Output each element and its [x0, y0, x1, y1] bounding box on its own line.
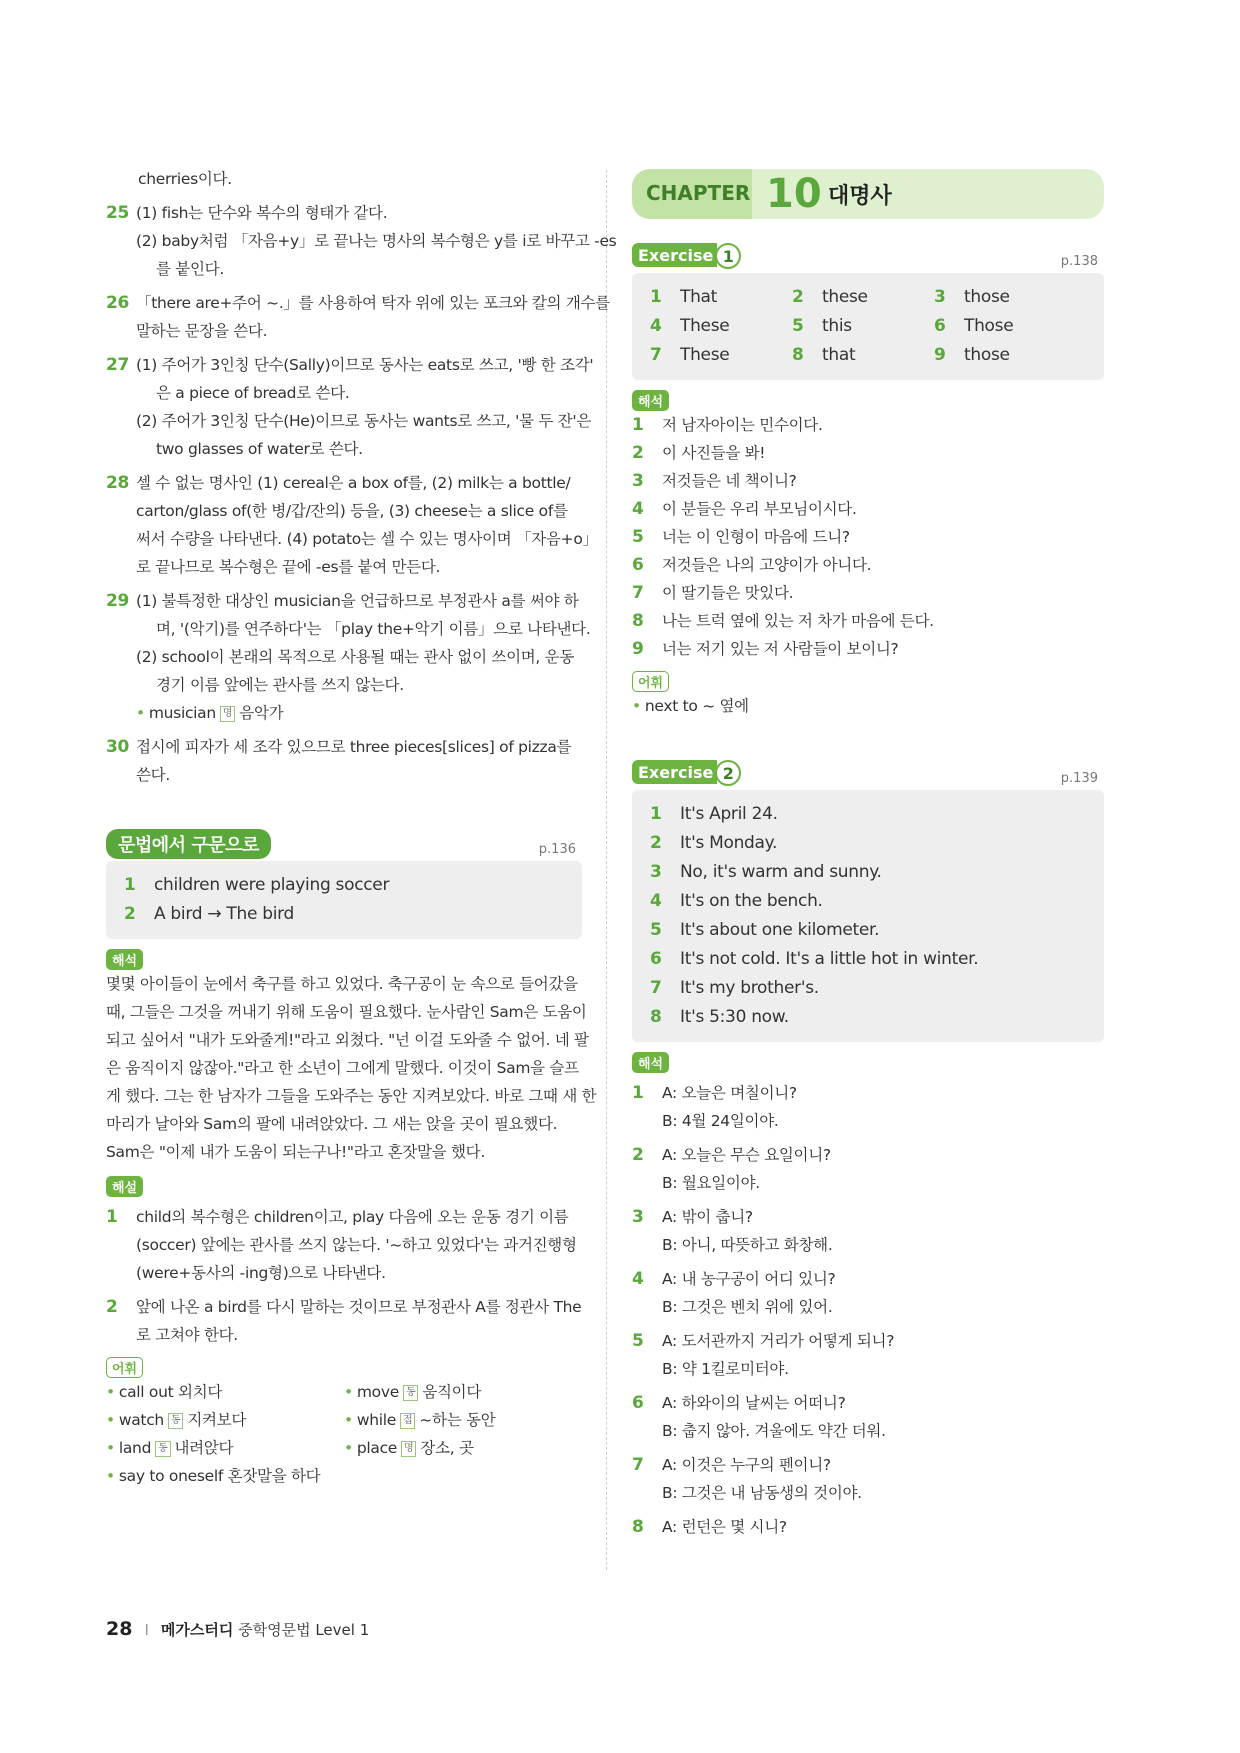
vocab-item — [106, 1434, 344, 1462]
answer-number: 5 — [792, 316, 804, 336]
vocab-word: place — [356, 1439, 398, 1457]
exercise-answer — [792, 341, 934, 370]
vocab-word: land — [118, 1439, 152, 1457]
answer-text: It's 5:30 now. — [680, 1007, 789, 1027]
answer-number: 9 — [632, 639, 644, 659]
dialogue-item — [632, 1513, 1104, 1541]
bullet-icon: • — [344, 1383, 353, 1401]
translation-line — [632, 467, 1104, 495]
dialogue-item — [632, 1265, 1104, 1321]
footer-brand: 메가스터디 — [160, 1621, 234, 1639]
answer-line — [106, 553, 582, 581]
answer-number: 2 — [650, 833, 662, 853]
answer-line — [106, 497, 582, 525]
vocab-column-left — [106, 1378, 344, 1490]
answer-line — [106, 469, 582, 497]
chapter-header — [632, 169, 1104, 221]
ex1-translation-label: 해석 — [632, 380, 1104, 411]
ex2-translation-label: 해석 — [632, 1042, 1104, 1073]
answer-line — [106, 733, 582, 761]
answer-number: 29 — [106, 591, 130, 611]
exercise-answer — [650, 1003, 1086, 1032]
answer-number: 5 — [632, 1331, 644, 1351]
answer-number: 3 — [934, 287, 946, 307]
exercise-answer — [650, 945, 1086, 974]
answer-number: 6 — [632, 555, 644, 575]
answer-number: 4 — [632, 1269, 644, 1289]
answer-line — [106, 227, 617, 255]
dialogue-text: B: 그것은 내 남동생의 것이야. — [662, 1484, 862, 1502]
dialogue-text: A: 내 농구공이 어디 있니? — [662, 1270, 836, 1288]
answer-line — [106, 407, 592, 435]
exercise-answer — [650, 858, 1086, 887]
answer-number: 30 — [106, 737, 130, 757]
dialogue-text: A: 오늘은 무슨 요일이니? — [662, 1146, 831, 1164]
bullet-icon: • — [106, 1383, 115, 1401]
exercise-2-translations — [632, 1079, 1104, 1541]
section-answer — [124, 900, 564, 929]
answer-number: 7 — [632, 1455, 644, 1475]
answer-number: 8 — [632, 1517, 644, 1537]
vocab-meaning: 외치다 — [178, 1383, 223, 1401]
dialogue-line-a — [632, 1513, 1104, 1541]
answer-number: 4 — [632, 499, 644, 519]
vocab-word: say to oneself — [118, 1467, 224, 1485]
answer-text: 써서 수량을 나타낸다. (4) potato는 셀 수 있는 명사이며 「자음+o」 — [136, 530, 598, 548]
translation-line — [632, 523, 1104, 551]
bullet-icon: • — [136, 704, 145, 722]
vocab-item — [106, 1378, 344, 1406]
explanation-text: (were+동사의 -ing형)으로 나타낸다. — [136, 1264, 386, 1282]
answer-number: 8 — [632, 611, 644, 631]
page-footer — [106, 1618, 369, 1640]
translation-text: 이 딸기들은 맛있다. — [662, 584, 794, 602]
answer-number: 1 — [106, 1207, 118, 1227]
part-of-speech-tag: 명 — [401, 1441, 416, 1457]
answer-line — [106, 671, 582, 699]
section-page-ref: p.136 — [538, 842, 576, 857]
answer-number: 6 — [650, 949, 662, 969]
explanation-label: 해설 — [106, 1166, 582, 1197]
explanation-text: child의 복수형은 children이고, play 다음에 오는 운동 경기 이름 — [136, 1208, 569, 1226]
part-of-speech-tag: 접 — [400, 1413, 415, 1429]
dialogue-line-a — [632, 1141, 1104, 1169]
answer-line — [106, 255, 582, 283]
answer-text: (2) school이 본래의 목적으로 사용될 때는 관사 없이 쓰이며, 운동 — [136, 648, 575, 666]
translation-text: 너는 저기 있는 저 사람들이 보이니? — [662, 640, 899, 658]
answer-text: Those — [964, 316, 1014, 336]
translation-line: 되고 싶어서 "내가 도와줄게!"라고 외쳤다. "넌 이걸 도와줄 수 없어. 네 팔 — [106, 1031, 589, 1049]
answer-text: These — [680, 345, 730, 365]
dialogue-item — [632, 1079, 1104, 1135]
exercise-answer — [650, 283, 792, 312]
dialogue-item — [632, 1451, 1104, 1507]
answer-text: 접시에 피자가 세 조각 있으므로 three pieces[slices] of pizza를 — [136, 738, 572, 756]
explanation-line — [106, 1259, 582, 1287]
vocab-meaning: ~하는 동안 — [419, 1411, 496, 1429]
answer-number: 7 — [650, 345, 662, 365]
answer-number: 5 — [650, 920, 662, 940]
translation-line — [632, 579, 1104, 607]
answer-number: 7 — [632, 583, 644, 603]
vocab-meaning: 혼잣말을 하다 — [227, 1467, 321, 1485]
ex1-vocab-text: next to ~ 옆에 — [644, 697, 749, 715]
answer-line — [106, 587, 582, 615]
answer-number: 3 — [650, 862, 662, 882]
bullet-icon: • — [106, 1467, 115, 1485]
translation-text: 이 사진들을 봐! — [662, 444, 766, 462]
answer-line — [106, 761, 582, 789]
answer-number: 1 — [124, 875, 136, 895]
answer-item — [106, 351, 594, 463]
part-of-speech-tag: 명 — [220, 706, 235, 722]
ex1-vocab-label: 어휘 — [632, 663, 1104, 692]
explanation-text: 로 고쳐야 한다. — [136, 1326, 238, 1344]
vocab-meaning: 장소, 곳 — [420, 1439, 474, 1457]
answer-text: this — [822, 316, 852, 336]
vocab-word: watch — [118, 1411, 164, 1429]
translation-label: 해석 — [106, 939, 582, 970]
dialogue-text: A: 이것은 누구의 펜이니? — [662, 1456, 831, 1474]
translation-text: 저것들은 나의 고양이가 아니다. — [662, 556, 872, 574]
translation-text: 저 남자아이는 민수이다. — [662, 416, 823, 434]
bullet-icon: • — [106, 1411, 115, 1429]
exercise-answer — [650, 800, 1086, 829]
answer-text: 로 끝나므로 복수형은 끝에 -es를 붙여 만든다. — [136, 558, 441, 576]
dialogue-line-b — [632, 1293, 1104, 1321]
vocab-word: call out — [118, 1383, 174, 1401]
part-of-speech-tag: 동 — [168, 1413, 183, 1429]
answer-number: 2 — [632, 1145, 644, 1165]
dialogue-text: B: 아니, 따뜻하고 화창해. — [662, 1236, 833, 1254]
vocab-meaning: 내려앉다 — [174, 1439, 234, 1457]
vocab-meaning: 움직이다 — [422, 1383, 482, 1401]
translation-text: 저것들은 네 책이니? — [662, 472, 797, 490]
translation-line: 때, 그들은 그것을 꺼내기 위해 도움이 필요했다. 눈사람인 Sam은 도움이 — [106, 1003, 587, 1021]
answer-text: It's April 24. — [680, 804, 778, 824]
answer-line — [106, 379, 582, 407]
exercise-1-answers — [650, 283, 1086, 370]
answer-line — [106, 525, 598, 553]
dialogue-item — [632, 1389, 1104, 1445]
explanation-line — [106, 1293, 582, 1321]
exercise-answer — [650, 916, 1086, 945]
explanation-text: (soccer) 앞에는 관사를 쓰지 않는다. '~하고 있었다'는 과거진행형 — [136, 1236, 577, 1254]
dialogue-line-a — [632, 1327, 1104, 1355]
exercise-1-answer-box — [632, 273, 1104, 380]
dialogue-line-b — [632, 1417, 1104, 1445]
answer-line — [106, 435, 582, 463]
exercise-answer — [934, 312, 1076, 341]
dialogue-item — [632, 1327, 1104, 1383]
answer-number: 2 — [106, 1297, 118, 1317]
answer-text: 며, '(악기)를 연주하다'는 「play the+악기 이름」으로 나타낸다. — [156, 620, 591, 638]
ex1-vocab-item — [632, 692, 1104, 720]
exercise-answer — [934, 283, 1076, 312]
exercise-number: 2 — [715, 760, 741, 786]
exercise-1-translations — [632, 411, 1104, 663]
part-of-speech-tag: 동 — [403, 1385, 418, 1401]
exercise-answer — [650, 974, 1086, 1003]
answer-line — [106, 351, 594, 379]
exercise-2-page-ref: p.139 — [1060, 771, 1098, 786]
answer-text: A bird → The bird — [154, 904, 294, 924]
vocab-meaning: 음악가 — [239, 704, 284, 722]
answer-text: 말하는 문장을 쓴다. — [136, 322, 268, 340]
footer-book-title: 중학영문법 Level 1 — [238, 1621, 370, 1639]
answer-text: these — [822, 287, 868, 307]
answer-text: (2) baby처럼 「자음+y」로 끝나는 명사의 복수형은 y를 i로 바꾸고 -es — [136, 232, 617, 250]
answer-number: 2 — [792, 287, 804, 307]
translation-line — [632, 551, 1104, 579]
answer-number: 6 — [934, 316, 946, 336]
vocab-item — [106, 1406, 344, 1434]
answer-text: 셀 수 없는 명사인 (1) cereal은 a box of를, (2) milk는 a bottle/ — [136, 474, 571, 492]
right-column — [632, 169, 1104, 1541]
exercise-answer — [650, 887, 1086, 916]
answer-explanations — [106, 199, 617, 789]
dialogue-text: A: 밖이 춥니? — [662, 1208, 753, 1226]
explanation-item — [106, 1293, 582, 1349]
answer-line — [106, 289, 610, 317]
answer-text: those — [964, 345, 1010, 365]
vocab-word: move — [356, 1383, 399, 1401]
answer-text: No, it's warm and sunny. — [680, 862, 882, 882]
dialogue-item — [632, 1141, 1104, 1197]
answer-line — [106, 643, 582, 671]
answer-text: 를 붙인다. — [156, 260, 224, 278]
answer-text: 경기 이름 앞에는 관사를 쓰지 않는다. — [156, 676, 404, 694]
exercise-1-header — [632, 243, 1104, 273]
translation-line — [632, 411, 1104, 439]
answer-text: 쓴다. — [136, 766, 170, 784]
dialogue-text: B: 그것은 벤치 위에 있어. — [662, 1298, 833, 1316]
exercise-label: Exercise — [632, 760, 717, 784]
vocab-meaning: 지켜보다 — [187, 1411, 247, 1429]
dialogue-line-b — [632, 1355, 1104, 1383]
translation-line: Sam은 "이제 내가 도움이 되는구나!"라고 혼잣말을 했다. — [106, 1143, 485, 1161]
answer-number: 9 — [934, 345, 946, 365]
answer-text: (1) 불특정한 대상인 musician을 언급하므로 부정관사 a를 써야 하 — [136, 592, 579, 610]
answer-text: carton/glass of(한 병/갑/잔의) 등을, (3) cheese는 a slice of를 — [136, 502, 568, 520]
footer-separator: I — [144, 1621, 149, 1639]
answer-number: 27 — [106, 355, 130, 375]
answer-line — [106, 615, 591, 643]
explanation-text: 앞에 나온 a bird를 다시 말하는 것이므로 부정관사 A를 정관사 The — [136, 1298, 582, 1316]
answer-number: 5 — [632, 527, 644, 547]
translation-line — [632, 635, 1104, 663]
dialogue-line-b — [632, 1107, 1104, 1135]
explanation-line — [106, 1321, 582, 1349]
answer-text: children were playing soccer — [154, 875, 390, 895]
dialogue-text: A: 하와이의 날씨는 어떠니? — [662, 1394, 846, 1412]
exercise-answer — [792, 312, 934, 341]
exercise-number: 1 — [715, 243, 741, 269]
answer-item — [106, 587, 591, 727]
answer-number: 8 — [650, 1007, 662, 1027]
answer-number: 7 — [650, 978, 662, 998]
section-title: 문법에서 구문으로 — [106, 829, 271, 859]
section-answer — [124, 871, 564, 900]
vocab-label: 어휘 — [106, 1349, 582, 1378]
answer-text: (1) fish는 단수와 복수의 형태가 같다. — [136, 204, 388, 222]
dialogue-text: B: 춥지 않아. 겨울에도 약간 더워. — [662, 1422, 886, 1440]
exercise-label: Exercise — [632, 243, 717, 267]
explanation-list — [106, 1203, 582, 1349]
translation-line — [632, 439, 1104, 467]
exercise-answer — [650, 312, 792, 341]
vocab-item — [106, 1462, 344, 1490]
translation-text: 나는 트럭 옆에 있는 저 차가 마음에 든다. — [662, 612, 934, 630]
answer-number: 3 — [632, 471, 644, 491]
vocab-list — [106, 1378, 582, 1490]
answer-text: It's my brother's. — [680, 978, 819, 998]
dialogue-line-a — [632, 1451, 1104, 1479]
bullet-icon: • — [344, 1439, 353, 1457]
answer-item — [106, 289, 610, 345]
answer-text: It's about one kilometer. — [680, 920, 880, 940]
answer-text: It's Monday. — [680, 833, 778, 853]
dialogue-line-a — [632, 1203, 1104, 1231]
answer-number: 1 — [632, 415, 644, 435]
dialogue-text: A: 오늘은 며칠이니? — [662, 1084, 797, 1102]
exercise-answer — [650, 829, 1086, 858]
dialogue-line-a — [632, 1389, 1104, 1417]
exercise-2-header — [632, 760, 1104, 790]
translation-line: 몇몇 아이들이 눈에서 축구를 하고 있었다. 축구공이 눈 속으로 들어갔을 — [106, 975, 578, 993]
answer-line — [106, 199, 582, 227]
answer-number: 25 — [106, 203, 130, 223]
answer-text: that — [822, 345, 856, 365]
answer-text: (1) 주어가 3인칭 단수(Sally)이므로 동사는 eats로 쓰고, '빵 한 조각' — [136, 356, 594, 374]
dialogue-text: B: 월요일이야. — [662, 1174, 760, 1192]
section-header — [106, 829, 582, 861]
dialogue-line-b — [632, 1169, 1104, 1197]
dialogue-line-a — [632, 1079, 1104, 1107]
answer-item — [106, 199, 617, 283]
translation-line: 은 움직이지 않잖아."라고 한 소년이 그에게 말했다. 이것이 Sam을 슬프 — [106, 1059, 579, 1077]
exercise-answer — [934, 341, 1076, 370]
bullet-icon: • — [344, 1411, 353, 1429]
answer-item — [106, 733, 582, 789]
answer-text: That — [680, 287, 718, 307]
page-number: 28 — [106, 1618, 133, 1640]
dialogue-text: B: 4월 24일이야. — [662, 1112, 779, 1130]
left-column — [106, 165, 617, 1490]
answer-text: It's on the bench. — [680, 891, 823, 911]
explanation-line — [106, 1203, 582, 1231]
answer-number: 1 — [650, 804, 662, 824]
answer-number: 4 — [650, 891, 662, 911]
answer-number: 1 — [632, 1083, 644, 1103]
answer-number: 6 — [632, 1393, 644, 1413]
answer-text: those — [964, 287, 1010, 307]
translation-line — [632, 607, 1104, 635]
explanation-line — [106, 1231, 582, 1259]
answer-text: two glasses of water로 쓴다. — [156, 440, 363, 458]
dialogue-item — [632, 1203, 1104, 1259]
answer-item — [106, 469, 598, 581]
vocab-item — [344, 1406, 582, 1434]
dialogue-text: B: 약 1킬로미터야. — [662, 1360, 789, 1378]
translation-line — [632, 495, 1104, 523]
translation-line: 게 했다. 그는 한 남자가 그들을 도와주는 동안 지켜보았다. 바로 그때 새 한 — [106, 1087, 597, 1105]
explanation-item — [106, 1203, 582, 1287]
exercise-1-page-ref: p.138 — [1060, 254, 1098, 269]
vocab-word: musician — [148, 704, 216, 722]
answer-number: 1 — [650, 287, 662, 307]
part-of-speech-tag: 동 — [155, 1441, 170, 1457]
bullet-icon: • — [632, 697, 641, 715]
dialogue-text: A: 도서관까지 거리가 어떻게 되니? — [662, 1332, 895, 1350]
vocab-item — [344, 1378, 582, 1406]
answer-text: 은 a piece of bread로 쓴다. — [156, 384, 350, 402]
dialogue-line-b — [632, 1231, 1104, 1259]
chapter-title: 대명사 — [828, 184, 892, 209]
vocab-item — [106, 699, 582, 727]
answer-text: (2) 주어가 3인칭 단수(He)이므로 동사는 wants로 쓰고, '물 두 잔'은 — [136, 412, 592, 430]
exercise-2-answer-box — [632, 790, 1104, 1042]
chapter-word: CHAPTER — [646, 181, 751, 205]
dialogue-text: A: 런던은 몇 시니? — [662, 1518, 787, 1536]
answer-number: 3 — [632, 1207, 644, 1227]
dialogue-line-b — [632, 1479, 1104, 1507]
bullet-icon: • — [106, 1439, 115, 1457]
answer-number: 28 — [106, 473, 130, 493]
translation-text: 너는 이 인형이 마음에 드니? — [662, 528, 850, 546]
exercise-answer — [650, 341, 792, 370]
vocab-word: while — [356, 1411, 396, 1429]
intro-line: cherries이다. — [138, 170, 232, 188]
answer-text: It's not cold. It's a little hot in winter. — [680, 949, 979, 969]
answer-number: 26 — [106, 293, 130, 313]
answer-number: 8 — [792, 345, 804, 365]
translation-line: 마리가 날아와 Sam의 팔에 내려앉았다. 그 새는 앉을 곳이 필요했다. — [106, 1115, 558, 1133]
column-divider — [606, 170, 607, 1570]
section-answer-box — [106, 861, 582, 939]
chapter-number: 10 — [766, 171, 822, 217]
translation-paragraph — [106, 970, 597, 1166]
answer-number: 4 — [650, 316, 662, 336]
answer-text: These — [680, 316, 730, 336]
answer-number: 2 — [632, 443, 644, 463]
answer-number: 2 — [124, 904, 136, 924]
vocab-item — [344, 1434, 582, 1462]
exercise-answer — [792, 283, 934, 312]
dialogue-line-a — [632, 1265, 1104, 1293]
vocab-column-right — [344, 1378, 582, 1490]
translation-text: 이 분들은 우리 부모님이시다. — [662, 500, 857, 518]
answer-line — [106, 317, 582, 345]
answer-text: 「there are+주어 ~.」를 사용하여 탁자 위에 있는 포크와 칼의 개수를 — [136, 294, 610, 312]
